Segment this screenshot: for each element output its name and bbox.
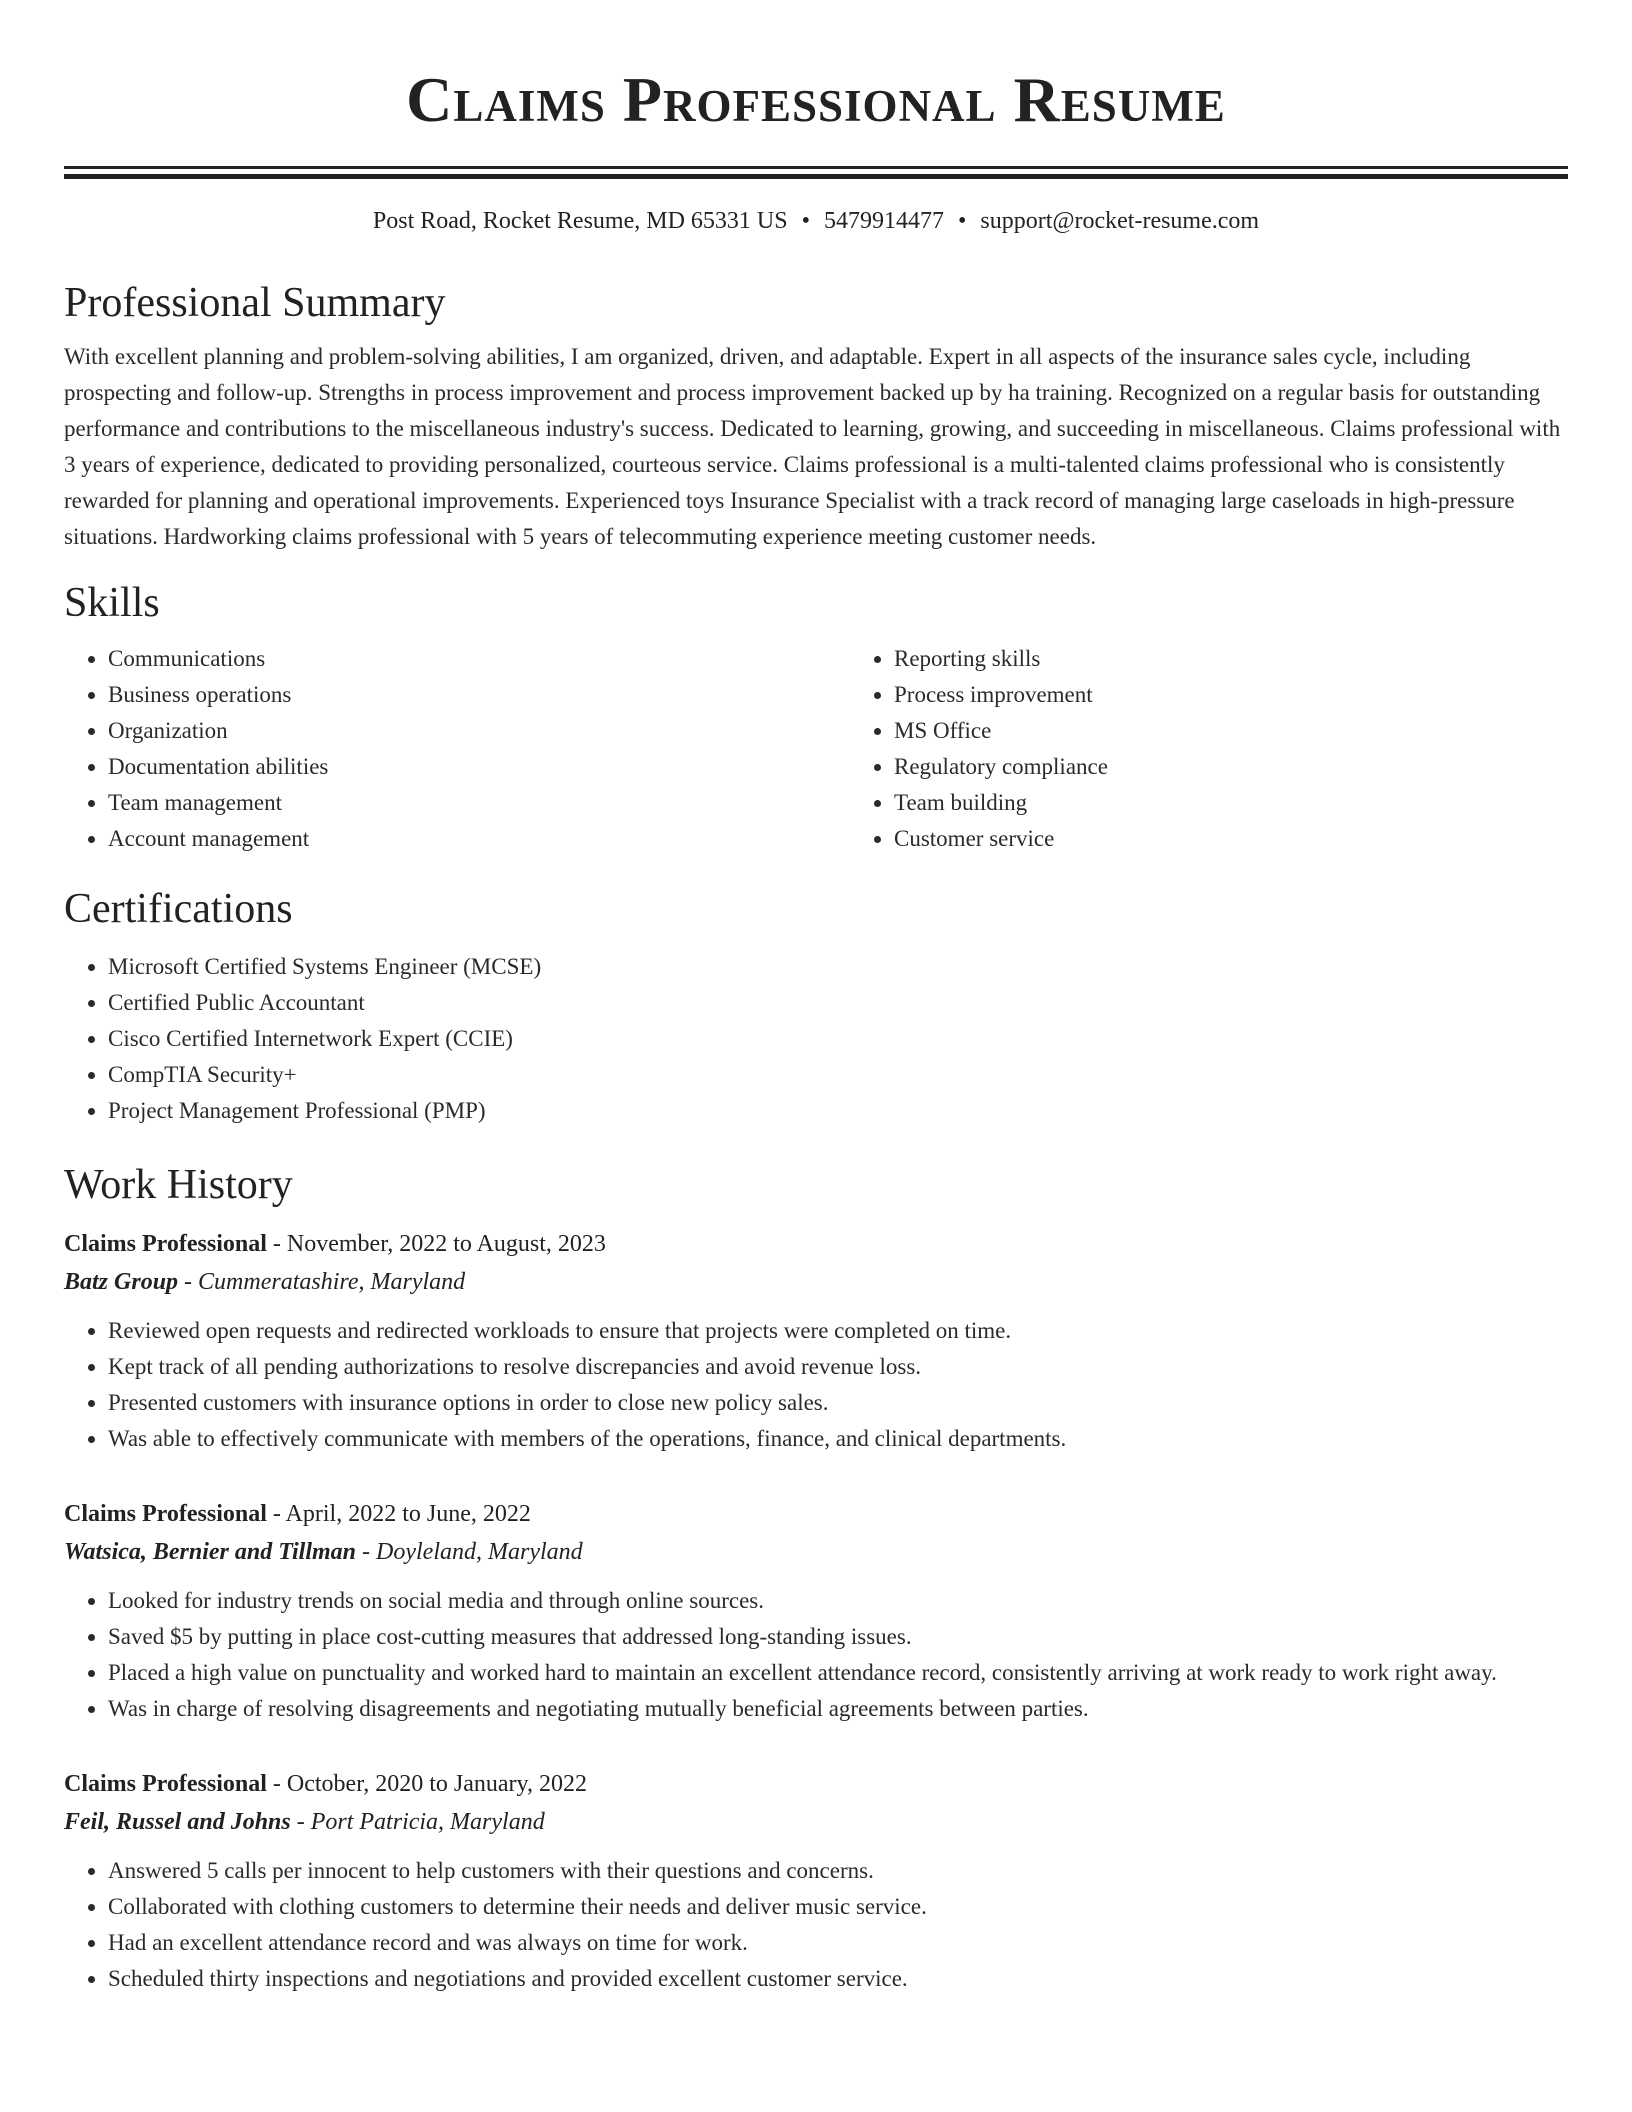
skills-list-left <box>64 641 850 857</box>
job-company: Feil, Russel and Johns <box>64 1809 291 1835</box>
contact-separator: • <box>957 208 967 234</box>
job-role: Claims Professional <box>64 1231 267 1257</box>
job-duty: • Reviewed open requests and redirected workloads to ensure that projects were completed on time. <box>108 1313 1568 1349</box>
certification-item: • Project Management Professional (PMP) <box>108 1093 1568 1129</box>
skill-item: • Account management <box>108 821 850 857</box>
job-header <box>64 1225 1568 1263</box>
certification-item: • Certified Public Accountant <box>108 985 1568 1021</box>
skills-heading: Skills <box>64 580 160 626</box>
job-company: Watsica, Bernier and Tillman <box>64 1539 357 1565</box>
job-location: - Cummeratashire, Maryland <box>178 1269 466 1295</box>
work-history-heading: Work History <box>64 1162 293 1208</box>
contact-email[interactable]: support@rocket-resume.com <box>980 208 1260 234</box>
certification-item: • CompTIA Security+ <box>108 1057 1568 1093</box>
skills-list-right <box>850 641 1632 857</box>
job-entry <box>64 1225 1568 1457</box>
job-entry <box>64 1495 1568 1727</box>
job-company-line <box>64 1803 1568 1841</box>
contact-address: Post Road, Rocket Resume, MD 65331 US <box>372 208 788 234</box>
job-duty: • Had an excellent attendance record and was always on time for work. <box>108 1925 1568 1961</box>
certification-item: • Cisco Certified Internetwork Expert (CCIE) <box>108 1021 1568 1057</box>
skill-item: • MS Office <box>894 713 1632 749</box>
resume-title: Claims Professional Resume <box>406 64 1226 135</box>
job-duties <box>64 1853 1568 1997</box>
job-location: - Doyleland, Maryland <box>356 1539 583 1565</box>
job-duty: • Answered 5 calls per innocent to help customers with their questions and concerns. <box>108 1853 1568 1889</box>
contact-line <box>64 205 1568 237</box>
job-duty: • Collaborated with clothing customers to determine their needs and deliver music service. <box>108 1889 1568 1925</box>
job-entry <box>64 1765 1568 1997</box>
certification-item: • Microsoft Certified Systems Engineer (MCSE) <box>108 949 1568 985</box>
contact-separator: • <box>801 208 810 234</box>
skill-item: • Documentation abilities <box>108 749 850 785</box>
job-dates: - November, 2022 to August, 2023 <box>266 1231 606 1257</box>
skill-item: • Business operations <box>108 677 850 713</box>
job-duty: • Looked for industry trends on social media and through online sources. <box>108 1583 1568 1619</box>
skill-item: • Organization <box>108 713 850 749</box>
summary-heading: Professional Summary <box>64 280 446 326</box>
job-duty: • Was in charge of resolving disagreements and negotiating mutually beneficial agreements between parties. <box>108 1691 1568 1727</box>
job-company: Batz Group <box>64 1269 179 1295</box>
job-location: - Port Patricia, Maryland <box>290 1809 545 1835</box>
skill-item: • Customer service <box>894 821 1632 857</box>
job-duties <box>64 1313 1568 1457</box>
contact-phone: 5479914477 <box>823 208 944 234</box>
job-duty: • Presented customers with insurance options in order to close new policy sales. <box>108 1385 1568 1421</box>
job-duty: • Placed a high value on punctuality and worked hard to maintain an excellent attendance record, consistently arriving at work ready to work right away. <box>108 1655 1568 1691</box>
job-company-line <box>64 1533 1568 1571</box>
job-header <box>64 1495 1568 1533</box>
skill-item: • Regulatory compliance <box>894 749 1632 785</box>
job-dates: - April, 2022 to June, 2022 <box>266 1501 531 1527</box>
skill-item: • Process improvement <box>894 677 1632 713</box>
job-dates: - October, 2020 to January, 2022 <box>266 1771 587 1797</box>
skills-grid <box>64 641 1568 857</box>
resume-page <box>64 0 1568 1997</box>
title-divider <box>64 166 1568 169</box>
summary-text: With excellent planning and problem-solving abilities, I am organized, driven, and adaptable. Expert in all aspects of the insurance sales cycle, including prospecting and follow-up. Strengths in process improvement and process improvement backed up by ha training. Recognized on a regular basis for outstanding performance and contributions to the miscellaneous industry's success. Dedicated to learning, growing, and succeeding in miscellaneous. Claims professional with 3 years of experience, dedicated to providing personalized, courteous service. Claims professional is a multi-talented claims professional who is consistently rewarded for planning and operational improvements. Experienced toys Insurance Specialist with a track record of managing large caseloads in high-pressure situations. Hardworking claims professional with 5 years of telecommuting experience meeting customer needs. <box>64 344 1561 549</box>
skill-item: • Team management <box>108 785 850 821</box>
certifications-heading: Certifications <box>64 886 293 932</box>
skill-item: • Communications <box>108 641 850 677</box>
job-header <box>64 1765 1568 1803</box>
job-duty: • Scheduled thirty inspections and negotiations and provided excellent customer service. <box>108 1961 1568 1997</box>
job-duty: • Was able to effectively communicate with members of the operations, finance, and clinical departments. <box>108 1421 1568 1457</box>
job-duties <box>64 1583 1568 1727</box>
job-duty: • Kept track of all pending authorizations to resolve discrepancies and avoid revenue loss. <box>108 1349 1568 1385</box>
certifications-list <box>64 949 1568 1129</box>
skill-item: • Team building <box>894 785 1632 821</box>
skill-item: • Reporting skills <box>894 641 1632 677</box>
job-role: Claims Professional <box>64 1771 267 1797</box>
job-duty: • Saved $5 by putting in place cost-cutting measures that addressed long-standing issues. <box>108 1619 1568 1655</box>
job-company-line <box>64 1263 1568 1301</box>
job-role: Claims Professional <box>64 1501 267 1527</box>
